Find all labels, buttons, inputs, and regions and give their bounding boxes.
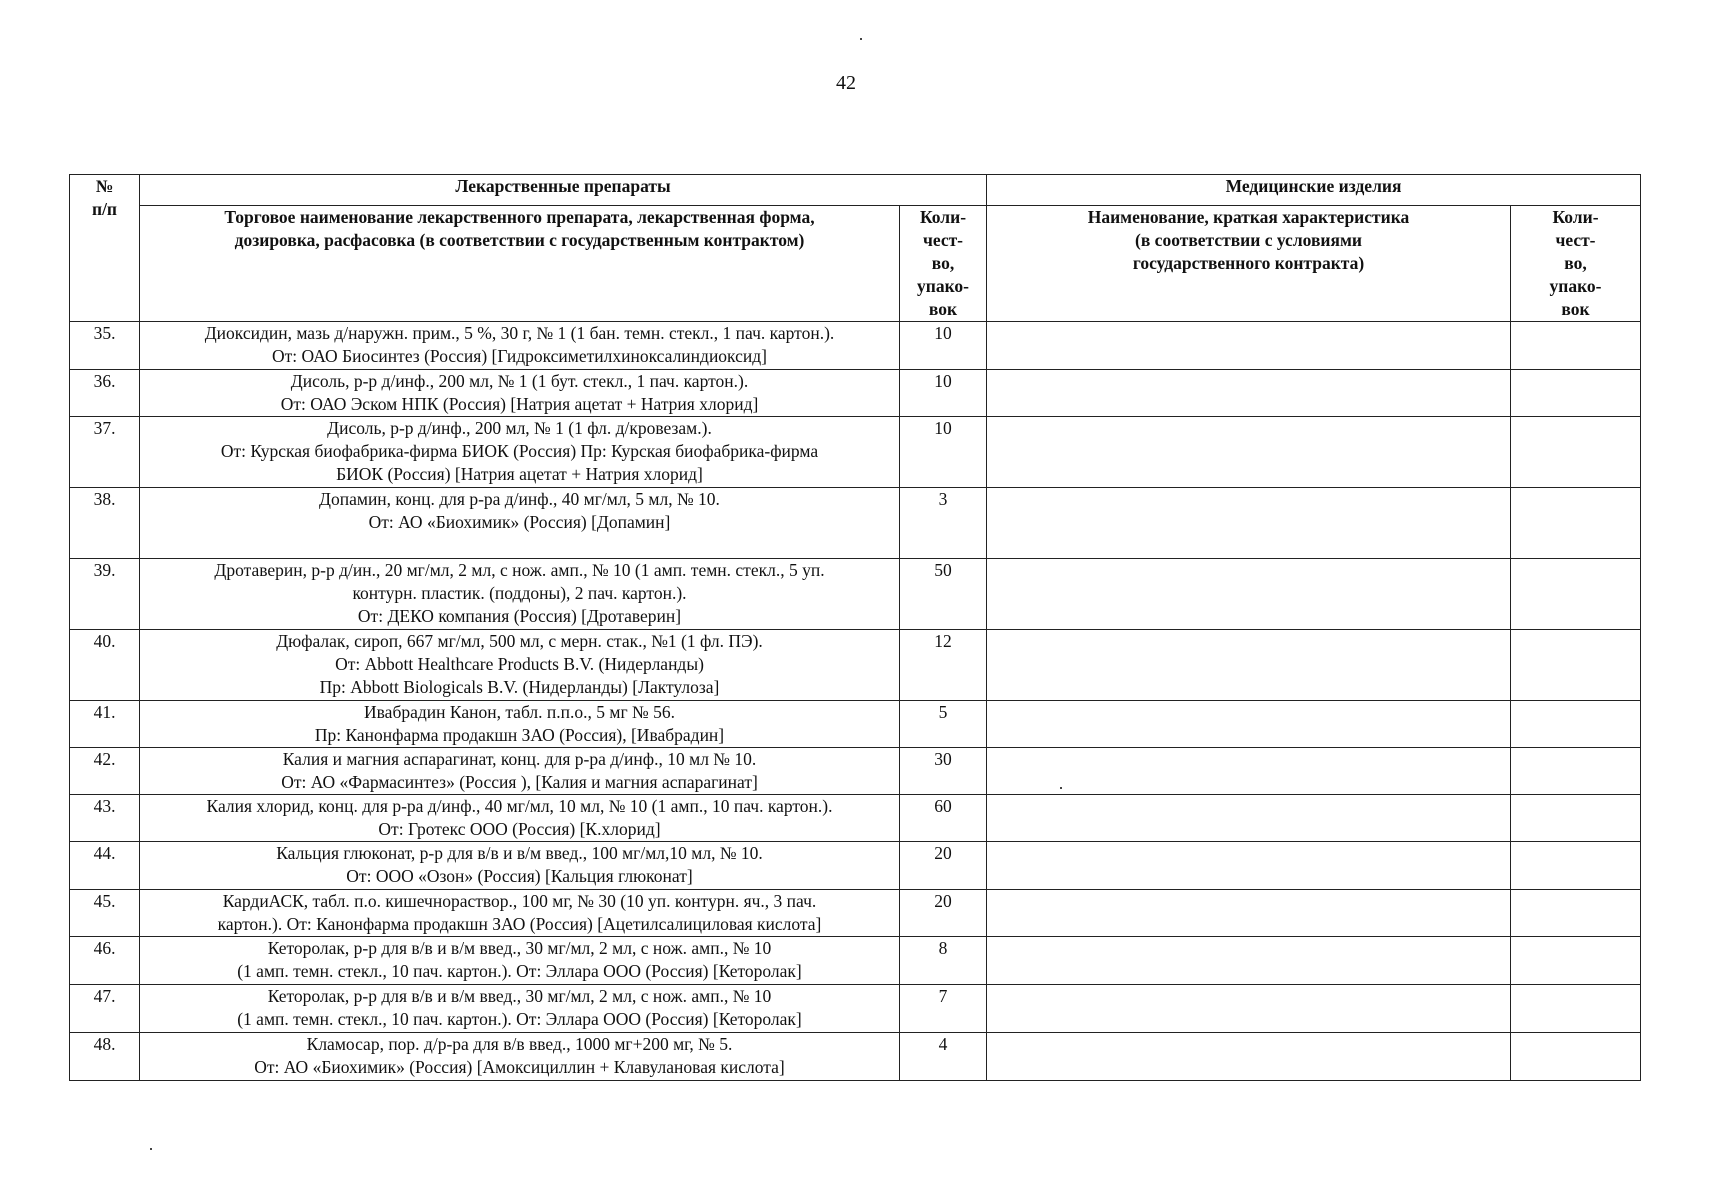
device-qty — [1511, 842, 1641, 890]
device-name — [987, 370, 1511, 417]
device-qty — [1511, 937, 1641, 985]
table-row — [70, 985, 1641, 1033]
drug-qty: 20 — [900, 842, 987, 890]
drug-qty: 60 — [900, 795, 987, 842]
table-row — [70, 488, 1641, 559]
drug-name: Ивабрадин Канон, табл. п.п.о., 5 мг № 56. Пр: Канонфарма продакшн ЗАО (Россия), [Ивабрадин] — [140, 701, 900, 748]
device-qty — [1511, 985, 1641, 1033]
device-name — [987, 630, 1511, 701]
device-qty — [1511, 370, 1641, 417]
device-qty — [1511, 890, 1641, 937]
table-row — [70, 795, 1641, 842]
drug-name: Калия и магния аспарагинат, конц. для р-ра д/инф., 10 мл № 10. От: АО «Фармасинтез» (Россия ), [Калия и магния аспарагинат] — [140, 748, 900, 795]
drug-qty: 10 — [900, 370, 987, 417]
device-name — [987, 842, 1511, 890]
drug-qty: 50 — [900, 559, 987, 630]
drug-qty: 4 — [900, 1033, 987, 1081]
drug-qty: 10 — [900, 417, 987, 488]
device-name — [987, 701, 1511, 748]
device-name-header: Наименование, краткая характеристика (в соответствии с условиями государственного контракта) — [987, 206, 1511, 322]
device-name — [987, 748, 1511, 795]
device-name — [987, 417, 1511, 488]
drug-name: Кеторолак, р-р для в/в и в/м введ., 30 мг/мл, 2 мл, с нож. амп., № 10 (1 амп. темн. стекл., 10 пач. картон.). От: Эллара ООО (Россия) [Кеторолак] — [140, 937, 900, 985]
devices-group-header: Медицинские изделия — [987, 175, 1641, 206]
device-qty — [1511, 701, 1641, 748]
drug-qty: 8 — [900, 937, 987, 985]
device-qty — [1511, 559, 1641, 630]
drug-qty: 7 — [900, 985, 987, 1033]
drug-name: Дисоль, р-р д/инф., 200 мл, № 1 (1 фл. д/кровезам.). От: Курская биофабрика-фирма БИОК (Россия) Пр: Курская биофабрика-фирма БИОК (Россия) [Натрия ацетат + Натрия хлорид] — [140, 417, 900, 488]
device-name — [987, 795, 1511, 842]
drug-name: Дюфалак, сироп, 667 мг/мл, 500 мл, с мерн. стак., №1 (1 фл. ПЭ). От: Abbott Healthcare Products B.V. (Нидерланды) Пр: Abbott Biologicals B.V. (Нидерланды) [Лактулоза] — [140, 630, 900, 701]
device-name — [987, 488, 1511, 559]
drug-name: Кальция глюконат, р-р для в/в и в/м введ., 100 мг/мл,10 мл, № 10. От: ООО «Озон» (Россия) [Кальция глюконат] — [140, 842, 900, 890]
drug-qty-header: Коли- чест- во, упако- вок — [900, 206, 987, 322]
device-qty — [1511, 630, 1641, 701]
row-number: 47. — [70, 985, 140, 1033]
table-row — [70, 937, 1641, 985]
drug-qty: 3 — [900, 488, 987, 559]
row-number: 40. — [70, 630, 140, 701]
device-name — [987, 559, 1511, 630]
table-row — [70, 417, 1641, 488]
page-number: 42 — [836, 72, 856, 94]
device-qty — [1511, 488, 1641, 559]
device-qty — [1511, 417, 1641, 488]
device-name — [987, 322, 1511, 370]
drug-qty: 12 — [900, 630, 987, 701]
row-number: 36. — [70, 370, 140, 417]
row-number: 44. — [70, 842, 140, 890]
drug-qty: 30 — [900, 748, 987, 795]
row-number: 35. — [70, 322, 140, 370]
row-number: 38. — [70, 488, 140, 559]
device-qty — [1511, 748, 1641, 795]
device-name — [987, 1033, 1511, 1081]
row-number: 46. — [70, 937, 140, 985]
drug-qty: 20 — [900, 890, 987, 937]
table-row — [70, 1033, 1641, 1081]
drug-qty: 5 — [900, 701, 987, 748]
row-number: 42. — [70, 748, 140, 795]
drug-qty: 10 — [900, 322, 987, 370]
col-number-header: № п/п — [70, 175, 140, 322]
medicines-table — [69, 174, 1641, 1081]
drug-name: Калия хлорид, конц. для р-ра д/инф., 40 мг/мл, 10 мл, № 10 (1 амп., 10 пач. картон.). От: Гротекс ООО (Россия) [К.хлорид] — [140, 795, 900, 842]
row-number: 48. — [70, 1033, 140, 1081]
drugs-group-header: Лекарственные препараты — [140, 175, 987, 206]
drug-name: Допамин, конц. для р-ра д/инф., 40 мг/мл, 5 мл, № 10. От: АО «Биохимик» (Россия) [Допамин] — [140, 488, 900, 559]
scan-speck — [860, 38, 862, 40]
device-qty-header: Коли- чест- во, упако- вок — [1511, 206, 1641, 322]
device-name — [987, 985, 1511, 1033]
drug-name: Кеторолак, р-р для в/в и в/м введ., 30 мг/мл, 2 мл, с нож. амп., № 10 (1 амп. темн. стекл., 10 пач. картон.). От: Эллара ООО (Россия) [Кеторолак] — [140, 985, 900, 1033]
device-qty — [1511, 1033, 1641, 1081]
table-row — [70, 748, 1641, 795]
table-row — [70, 842, 1641, 890]
drug-name: Дисоль, р-р д/инф., 200 мл, № 1 (1 бут. стекл., 1 пач. картон.). От: ОАО Эском НПК (Россия) [Натрия ацетат + Натрия хлорид] — [140, 370, 900, 417]
device-name — [987, 890, 1511, 937]
drug-name: КардиАСК, табл. п.о. кишечнораствор., 100 мг, № 30 (10 уп. контурн. яч., 3 пач. картон.). От: Канонфарма продакшн ЗАО (Россия) [Ацетилсалициловая кислота] — [140, 890, 900, 937]
table-row — [70, 370, 1641, 417]
device-qty — [1511, 322, 1641, 370]
row-number: 45. — [70, 890, 140, 937]
device-qty — [1511, 795, 1641, 842]
row-number: 43. — [70, 795, 140, 842]
drug-name: Дротаверин, р-р д/ин., 20 мг/мл, 2 мл, с нож. амп., № 10 (1 амп. темн. стекл., 5 уп. контурн. пластик. (поддоны), 2 пач. картон.). От: ДЕКО компания (Россия) [Дротаверин] — [140, 559, 900, 630]
table-row — [70, 890, 1641, 937]
drug-name: Диоксидин, мазь д/наружн. прим., 5 %, 30 г, № 1 (1 бан. темн. стекл., 1 пач. картон.). От: ОАО Биосинтез (Россия) [Гидроксиметилхиноксалиндиоксид] — [140, 322, 900, 370]
table-row — [70, 701, 1641, 748]
table-row — [70, 322, 1641, 370]
row-number: 39. — [70, 559, 140, 630]
table-row — [70, 630, 1641, 701]
scan-speck — [150, 1148, 152, 1150]
device-name — [987, 937, 1511, 985]
row-number: 37. — [70, 417, 140, 488]
drug-name: Кламосар, пор. д/р-ра для в/в введ., 1000 мг+200 мг, № 5. От: АО «Биохимик» (Россия) [Амоксициллин + Клавулановая кислота] — [140, 1033, 900, 1081]
row-number: 41. — [70, 701, 140, 748]
table-row — [70, 559, 1641, 630]
drug-name-header: Торговое наименование лекарственного препарата, лекарственная форма, дозировка, расфасовка (в соответствии с государственным контрактом) — [140, 206, 900, 322]
